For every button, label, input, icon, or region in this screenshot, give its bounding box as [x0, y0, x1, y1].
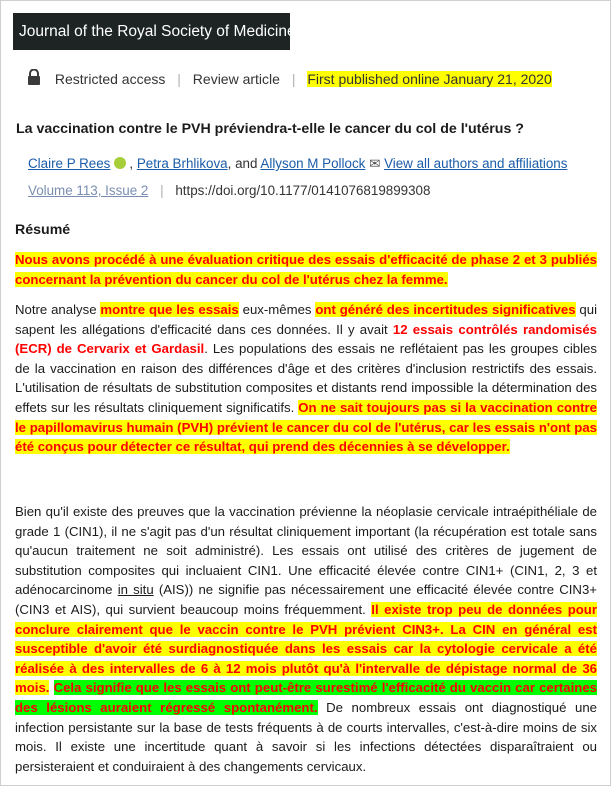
abstract-paragraph-1 — [15, 250, 597, 289]
article-type: Review article — [192, 70, 280, 87]
author-link-rees[interactable]: Claire P Rees — [28, 156, 111, 171]
author-link-brhlikova[interactable]: Petra Brhlikova — [136, 156, 228, 171]
green-highlight-phrase: Cela signifie que les essais ont peut-être surestimé l'efficacité du vaccin car certaines des lésions auraient régressé spontanément. — [15, 680, 597, 715]
author-link-pollock[interactable]: Allyson M Pollock — [260, 156, 366, 171]
highlight-phrase: Il existe trop peu de données pour conclure clairement que le vaccin contre le PVH prévient CIN3+. La CIN en général est susceptible d'avoir été surdiagnostiquée dans les essais car la cytologie cervicale a été réalisée à des intervalles de 6 à 12 mois plutôt qu'à l'intervalle de dépistage normal de 36 mois. — [15, 601, 597, 696]
text-run: . Les populations des essais ne reflétaient pas les groupes cibles de la vaccination en raison des différences d'âge et des critères d'inclusion restrictifs des essais. L'utilisation de résultats de substitution composites et distants rend impossible la détermination des effets sur les résultats cliniquement significatifs. — [15, 341, 597, 415]
text-run: Bien qu'il existe des preuves que la vaccination prévienne la néoplasie cervicale intraépithéliale de grade 1 (CIN1), il ne s'agit pas d'un résultat cliniquement important (la récupération est totale sans qu'aucun traitement ne soit administré). Les essais ont utilisé des critères de jugement de substitution composites qui incluaient CIN1. Une efficacité élevée contre CIN1+ (CIN1, 2, 3 et adénocarcinome — [15, 504, 597, 598]
highlight-phrase: montre que les essais — [100, 302, 239, 317]
abstract-heading: Résumé — [15, 222, 71, 238]
text-run: (AIS)) ne signifie pas nécessairement une efficacité élevée contre CIN3+ (CIN3 et AIS), qui survient beaucoup moins fréquemment. — [15, 582, 597, 617]
text-run: De nombreux essais ont diagnostiqué une infection persistante sur la base de tests fréquents à de courts intervalles, c'est-à-dire moins de six mois. Il existe une incertitude quant à savoir si les infections détectées disparaîtraient ou persisteraient et conduiraient à des changements cervicaux. — [15, 699, 597, 774]
lock-icon — [27, 69, 41, 88]
journal-name[interactable]: Journal of the Royal Society of Medicine — [13, 13, 290, 50]
divider: | — [160, 183, 164, 198]
highlight-phrase: On ne sait toujours pas si la vaccination contre le papillomavirus humain (PVH) prévient le cancer du col de l'utérus, car les essais n'ont pas été conçus pour détecter ce résultat, qui prend des décennies à se développer. — [15, 399, 598, 455]
divider: | — [177, 70, 181, 87]
abstract-paragraph-2 — [15, 300, 597, 457]
doi[interactable]: https://doi.org/10.1177/0141076819899308 — [175, 183, 431, 198]
author-list: Claire P Rees , Petra Brhlikova, and Allyson M Pollock ✉ View all authors and affiliations — [28, 156, 568, 171]
highlight-sentence: Nous avons procédé à une évaluation critique des essais d'efficacité de phase 2 et 3 publiés concernant la prévention du cancer du col de l'utérus chez la femme. — [15, 252, 597, 287]
volume-row — [28, 183, 430, 198]
article-meta — [27, 69, 552, 93]
highlight-phrase: ont généré des incertitudes significatives — [315, 302, 576, 317]
underlined-term: in situ — [117, 582, 154, 598]
text-run: eux-mêmes — [238, 302, 316, 317]
divider: | — [291, 70, 296, 87]
text-run: qui sapent les allégations d'efficacité dans ces données. Il y avait — [15, 302, 597, 337]
publication-date: First published online January 21, 2020 — [307, 70, 552, 87]
view-all-authors-link[interactable]: View all authors and affiliations — [384, 156, 568, 171]
email-icon[interactable]: ✉ — [369, 156, 381, 171]
text-run — [49, 680, 53, 695]
article-title: La vaccination contre le PVH préviendra-t-elle le cancer du col de l'utérus ? — [16, 121, 524, 137]
volume-link[interactable]: Volume 113, Issue 2 — [28, 183, 149, 198]
and-word: and — [235, 156, 258, 171]
abstract-paragraph-3 — [15, 502, 597, 776]
emphasis-phrase: 12 essais contrôlés randomisés (ECR) de Cervarix et Gardasil — [15, 321, 597, 357]
access-status: Restricted access — [54, 70, 166, 87]
orcid-icon[interactable] — [114, 157, 126, 169]
text-run: Notre analyse — [15, 302, 101, 317]
